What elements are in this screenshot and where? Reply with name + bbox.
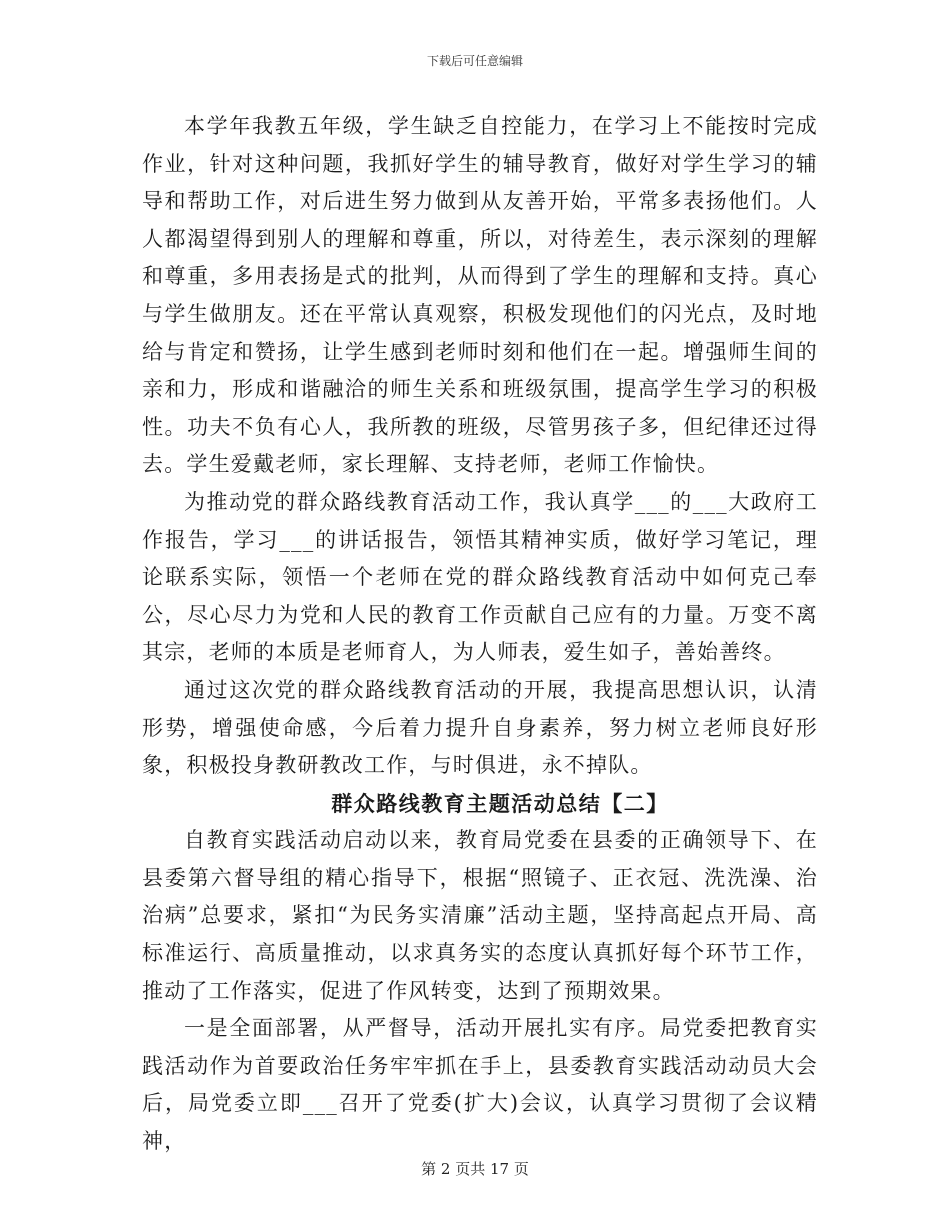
- paragraph-1: 本学年我教五年级，学生缺乏自控能力，在学习上不能按时完成作业，针对这种问题，我抓好学生的辅导教育，做好对学生学习的辅导和帮助工作，对后进生努力做到从友善开始，平常多表扬他们。人人都渴望得到别人的理解和尊重，所以，对待差生，表示深刻的理解和尊重，多用表扬是式的批判，从而得到了学生的理解和支持。真心与学生做朋友。还在平常认真观察，积极发现他们的闪光点，及时地给与肯定和赞扬，让学生感到老师时刻和他们在一起。增强师生间的亲和力，形成和谐融洽的师生关系和班级氛围，提高学生学习的积极性。功夫不负有心人，我所教的班级，尽管男孩子多，但纪律还过得去。学生爱戴老师，家长理解、支持老师，老师工作愉快。: [142, 114, 818, 477]
- paragraph-3: 通过这次党的群众路线教育活动的开展，我提高思想认识，认清形势，增强使命感，今后着力提升自身素养，努力树立老师良好形象，积极投身教研教改工作，与时俱进，永不掉队。: [142, 677, 818, 778]
- document-body: [142, 108, 818, 1161]
- paragraph-4: 自教育实践活动启动以来，教育局党委在县委的正确领导下、在县委第六督导组的精心指导下，根据“照镜子、正衣冠、洗洗澡、治治病”总要求，紧扣“为民务实清廉”活动主题，坚持高起点开局、高标准运行、高质量推动，以求真务实的态度认真抓好每个环节工作，推动了工作落实，促进了作风转变，达到了预期效果。: [142, 828, 818, 1003]
- paragraph-2: 为推动党的群众路线教育活动工作，我认真学___的___大政府工作报告，学习___的讲话报告，领悟其精神实质，做好学习笔记，理论联系实际，领悟一个老师在党的群众路线教育活动中如何克己奉公，尽心尽力为党和人民的教育工作贡献自己应有的力量。万变不离其宗，老师的本质是老师育人，为人师表，爱生如子，善始善终。: [142, 489, 818, 665]
- section-heading: 群众路线教育主题活动总结【二】: [331, 790, 669, 816]
- paragraph-5: 一是全面部署，从严督导，活动开展扎实有序。局党委把教育实践活动作为首要政治任务牢牢抓在手上，县委教育实践活动动员大会后，局党委立即___召开了党委(扩大)会议，认真学习贯彻了会议精神，: [142, 1016, 818, 1154]
- page-header: 下载后可任意编辑: [426, 54, 523, 68]
- page-footer: 第 2 页共 17 页: [421, 1160, 529, 1178]
